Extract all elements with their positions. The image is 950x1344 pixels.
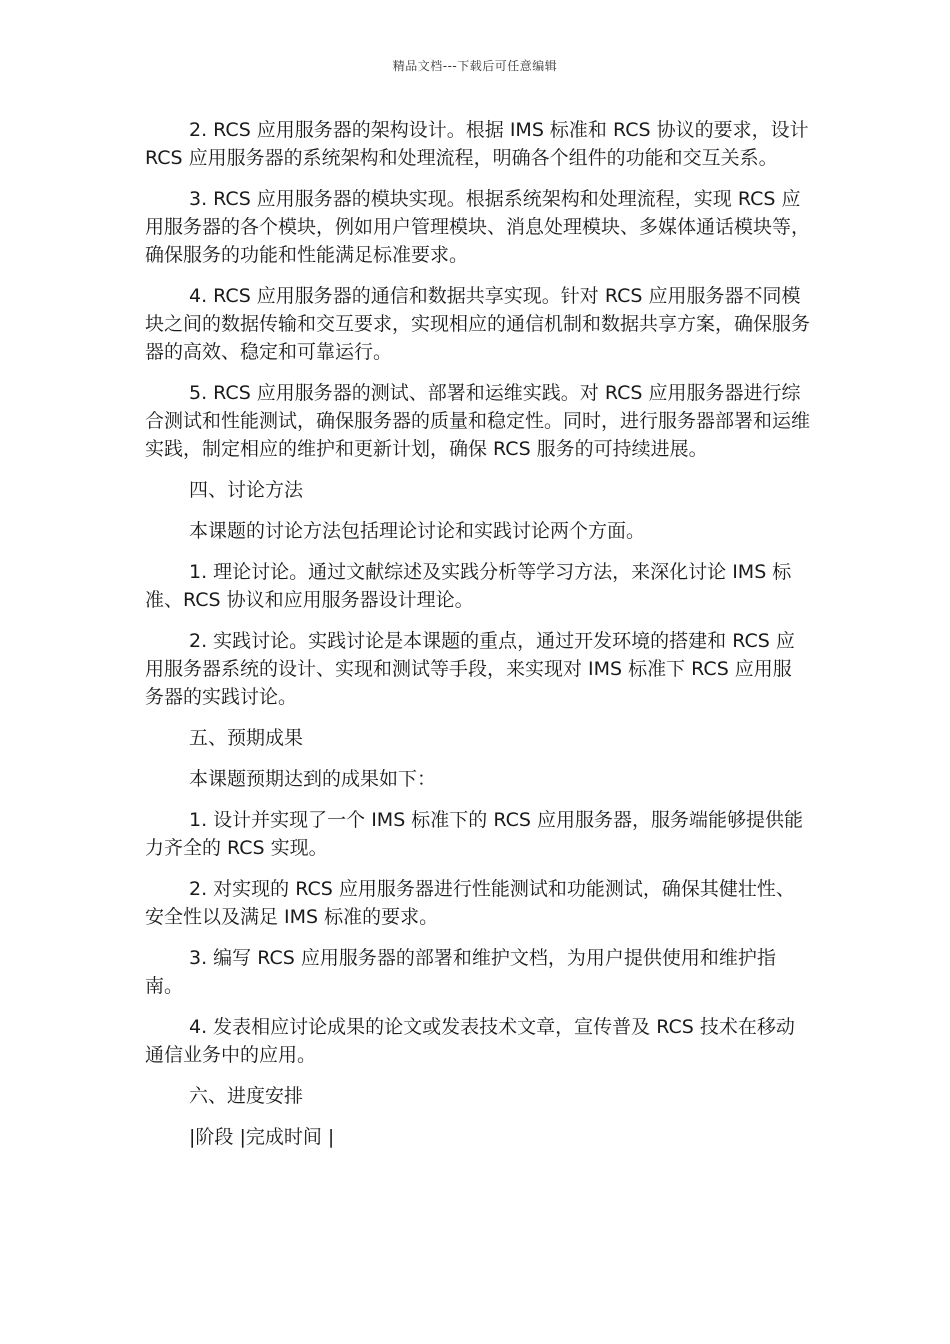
document-body xyxy=(145,116,810,1164)
schedule-table-header: |阶段 |完成时间 | xyxy=(189,1126,335,1148)
paragraph-methods-intro: 本课题的讨论方法包括理论讨论和实践讨论两个方面。 xyxy=(189,520,646,542)
paragraph-results-intro: 本课题预期达到的成果如下： xyxy=(189,768,437,790)
paragraph-result-2: 2. 对实现的 RCS 应用服务器进行性能测试和功能测试，确保其健壮性、安全性以及满足 IMS 标准的要求。 xyxy=(145,878,795,928)
paragraph-result-1: 1. 设计并实现了一个 IMS 标准下的 RCS 应用服务器，服务端能够提供能力齐全的 RCS 实现。 xyxy=(145,809,803,859)
page-header: 精品文档---下载后可任意编辑 xyxy=(392,59,558,73)
section-heading-methods: 四、讨论方法 xyxy=(189,479,304,501)
paragraph-architecture-design: 2. RCS 应用服务器的架构设计。根据 IMS 标准和 RCS 协议的要求，设计 RCS 应用服务器的系统架构和处理流程，明确各个组件的功能和交互关系。 xyxy=(145,119,809,169)
paragraph-result-4: 4. 发表相应讨论成果的论文或发表技术文章，宣传普及 RCS 技术在移动通信业务中的应用。 xyxy=(145,1016,795,1066)
section-heading-expected-results: 五、预期成果 xyxy=(189,727,304,749)
paragraph-testing-deployment: 5. RCS 应用服务器的测试、部署和运维实践。对 RCS 应用服务器进行综合测试和性能测试，确保服务器的质量和稳定性。同时，进行服务器部署和运维实践，制定相应的维护和更新计划，确保 RCS 服务的可持续进展。 xyxy=(145,382,811,460)
paragraph-result-3: 3. 编写 RCS 应用服务器的部署和维护文档，为用户提供使用和维护指南。 xyxy=(145,947,776,997)
paragraph-module-implementation: 3. RCS 应用服务器的模块实现。根据系统架构和处理流程，实现 RCS 应用服务器的各个模块，例如用户管理模块、消息处理模块、多媒体通话模块等，确保服务的功能和性能满足标准要求。 xyxy=(145,188,811,266)
paragraph-communication-data-sharing: 4. RCS 应用服务器的通信和数据共享实现。针对 RCS 应用服务器不同模块之间的数据传输和交互要求，实现相应的通信机制和数据共享方案，确保服务器的高效、稳定和可靠运行。 xyxy=(145,285,811,363)
paragraph-theory-discussion: 1. 理论讨论。通过文献综述及实践分析等学习方法，来深化讨论 IMS 标准、RCS 协议和应用服务器设计理论。 xyxy=(145,561,792,611)
paragraph-practice-discussion: 2. 实践讨论。实践讨论是本课题的重点，通过开发环境的搭建和 RCS 应用服务器系统的设计、实现和测试等手段，来实现对 IMS 标准下 RCS 应用服务器的实践讨论。 xyxy=(145,630,795,708)
section-heading-schedule: 六、进度安排 xyxy=(189,1085,304,1107)
